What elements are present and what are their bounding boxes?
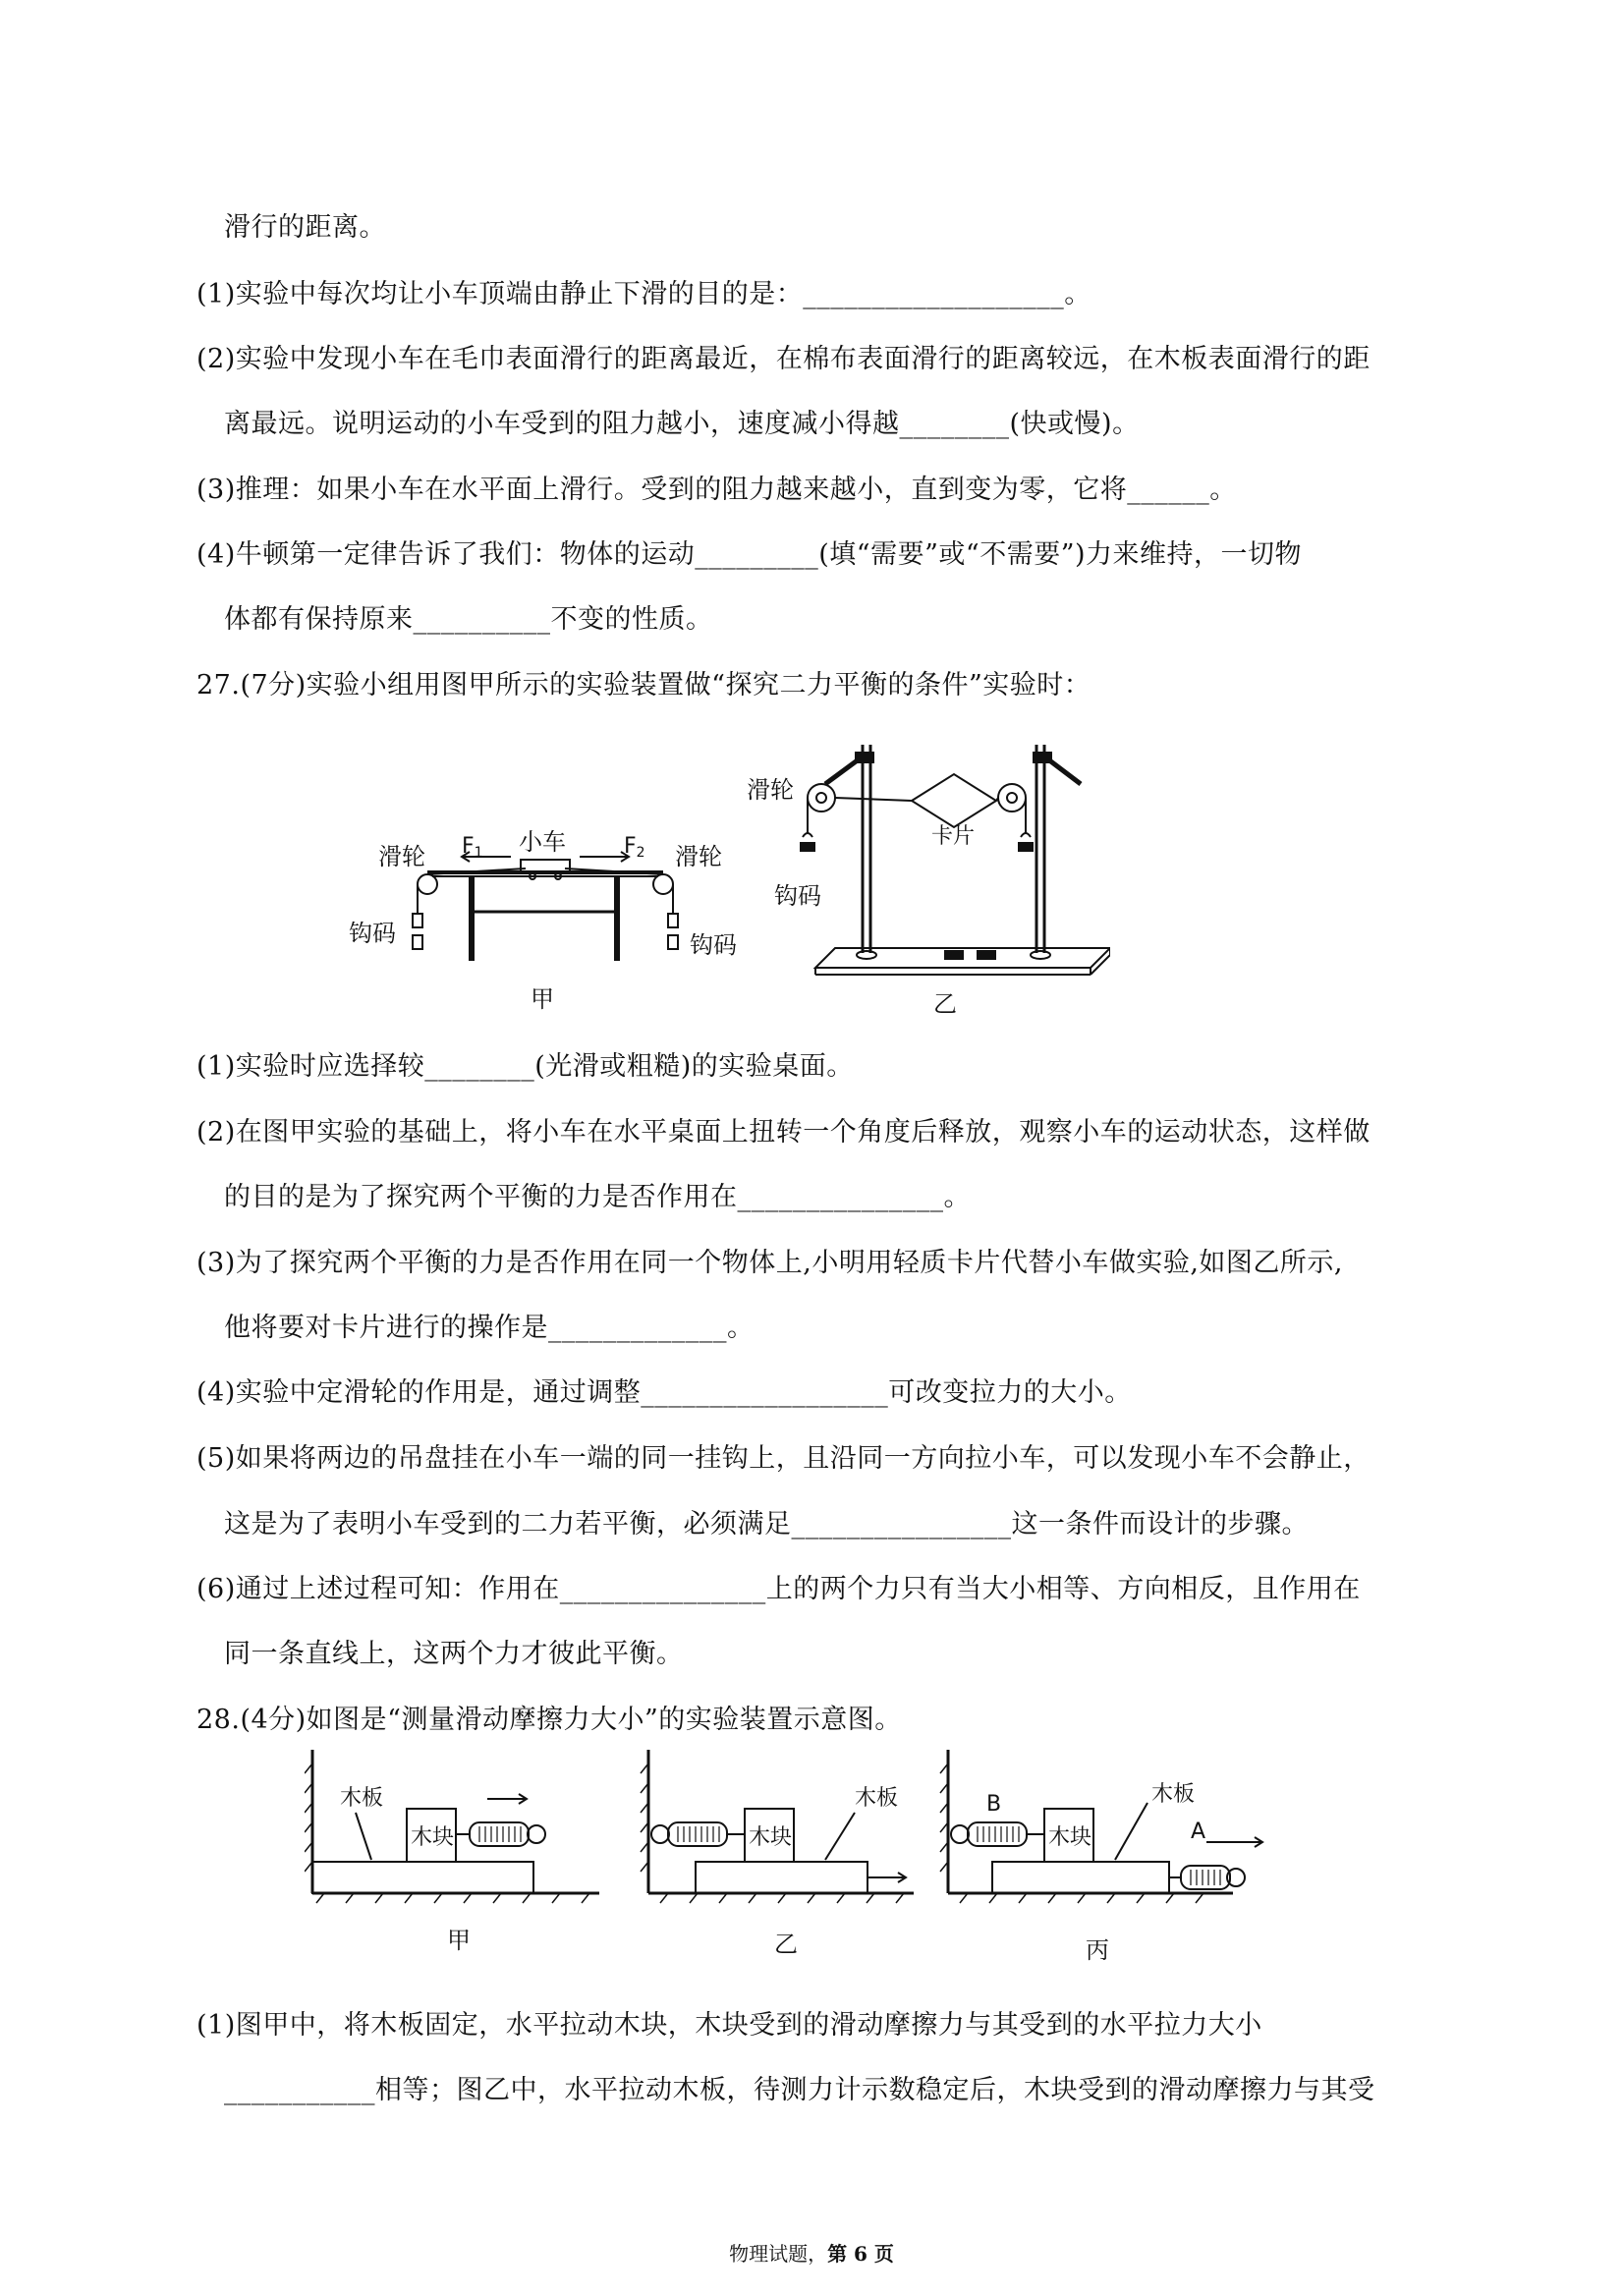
fig28-yi-block-label: 木块 (749, 1825, 793, 1850)
fig28-bing-board-label: 木板 (1151, 1782, 1196, 1807)
fig27-weight-left-label: 钩码 (349, 920, 396, 947)
text-line: 这是为了表明小车受到的二力若平衡，必须满足________________这一条件而设计的步骤。 (224, 1509, 1309, 1540)
question-27-6: (6)通过上述过程可知：作用在_______________上的两个力只有当大小相等、方向相反，且作用在 (196, 1574, 1361, 1604)
text-line: 体都有保持原来__________不变的性质。 (224, 604, 713, 635)
question-27-header: 27.(7分)实验小组用图甲所示的实验装置做“探究二力平衡的条件”实验时： (196, 670, 1091, 700)
fig27-card-label: 卡片 (931, 824, 976, 849)
fig28-jia-block-label: 木块 (411, 1825, 455, 1850)
fig28-bing-label-a: A (1191, 1820, 1206, 1844)
text-line: 的目的是为了探究两个平衡的力是否作用在_______________。 (224, 1182, 971, 1212)
fig27-caption-jia: 甲 (531, 985, 554, 1013)
fig27-pulley-b-label: 滑轮 (747, 776, 794, 804)
fig27-weight-right-label: 钩码 (690, 931, 737, 959)
text-line: ___________相等；图乙中，水平拉动木板，待测力计示数稳定后，木块受到的滑动摩擦力与其受 (224, 2075, 1375, 2105)
fig27-weight-b-label: 钩码 (774, 882, 821, 910)
figure-27 (324, 727, 1110, 1022)
fig28-bing-label-b: B (986, 1792, 1002, 1817)
fig27-pulley-left-label: 滑轮 (378, 843, 425, 870)
fig28-jia-board-label: 木板 (340, 1786, 384, 1811)
fig27-force-f2: F (624, 834, 637, 859)
page-footer (0, 2238, 1623, 2267)
fig28-caption-bing: 丙 (1086, 1936, 1109, 1964)
question-26-4: (4)牛顿第一定律告诉了我们：物体的运动_________(填“需要”或“不需要”)力来维持，一切物 (196, 539, 1303, 570)
question-27-1: (1)实验时应选择较________(光滑或粗糙)的实验桌面。 (196, 1051, 854, 1082)
question-27-3: (3)为了探究两个平衡的力是否作用在同一个物体上,小明用轻质卡片代替小车做实验,如图乙所示, (196, 1248, 1343, 1278)
question-27-5: (5)如果将两边的吊盘挂在小车一端的同一挂钩上，且沿同一方向拉小车，可以发现小车不会静止， (196, 1443, 1371, 1474)
fig27-force-f2-sub: 2 (636, 845, 645, 861)
text-line: 离最远。说明运动的小车受到的阻力越小，速度减小得越________(快或慢)。 (224, 409, 1140, 439)
fig27-force-f1: F (462, 834, 475, 859)
fig27-force-f1-sub: 1 (474, 845, 483, 861)
question-26-2: (2)实验中发现小车在毛巾表面滑行的距离最近，在棉布表面滑行的距离较远，在木板表面滑行的距 (196, 344, 1371, 374)
svg-text:F2 (624, 834, 645, 861)
figure-28 (305, 1744, 1297, 1970)
text-line: 滑行的距离。 (224, 212, 386, 243)
question-26-3: (3)推理：如果小车在水平面上滑行。受到的阻力越来越小，直到变为零，它将______。 (196, 475, 1237, 505)
fig27-caption-yi: 乙 (933, 990, 957, 1018)
text-line: 同一条直线上，这两个力才彼此平衡。 (224, 1639, 684, 1669)
svg-text:F1 (462, 834, 483, 861)
fig28-caption-yi: 乙 (774, 1931, 798, 1958)
fig27-pulley-right-label: 滑轮 (675, 843, 722, 870)
question-28-1: (1)图甲中，将木板固定，水平拉动木块，木块受到的滑动摩擦力与其受到的水平拉力大小 (196, 2010, 1262, 2041)
footer-subject: 物理试题， (729, 2242, 828, 2266)
question-27-4: (4)实验中定滑轮的作用是，通过调整__________________可改变拉力的大小。 (196, 1377, 1132, 1408)
question-27-2: (2)在图甲实验的基础上，将小车在水平桌面上扭转一个角度后释放，观察小车的运动状态，这样做 (196, 1117, 1371, 1148)
fig28-yi-board-label: 木板 (855, 1786, 899, 1811)
question-28-header: 28.(4分)如图是“测量滑动摩擦力大小”的实验装置示意图。 (196, 1705, 902, 1735)
fig28-caption-jia: 甲 (447, 1927, 471, 1954)
fig27-cart-label: 小车 (519, 828, 566, 856)
question-26-1: (1)实验中每次均让小车顶端由静止下滑的目的是：___________________。 (196, 279, 1091, 309)
fig28-bing-block-label: 木块 (1048, 1825, 1092, 1850)
text-line: 他将要对卡片进行的操作是_____________。 (224, 1313, 755, 1343)
footer-page-number: 第 6 页 (827, 2242, 894, 2266)
